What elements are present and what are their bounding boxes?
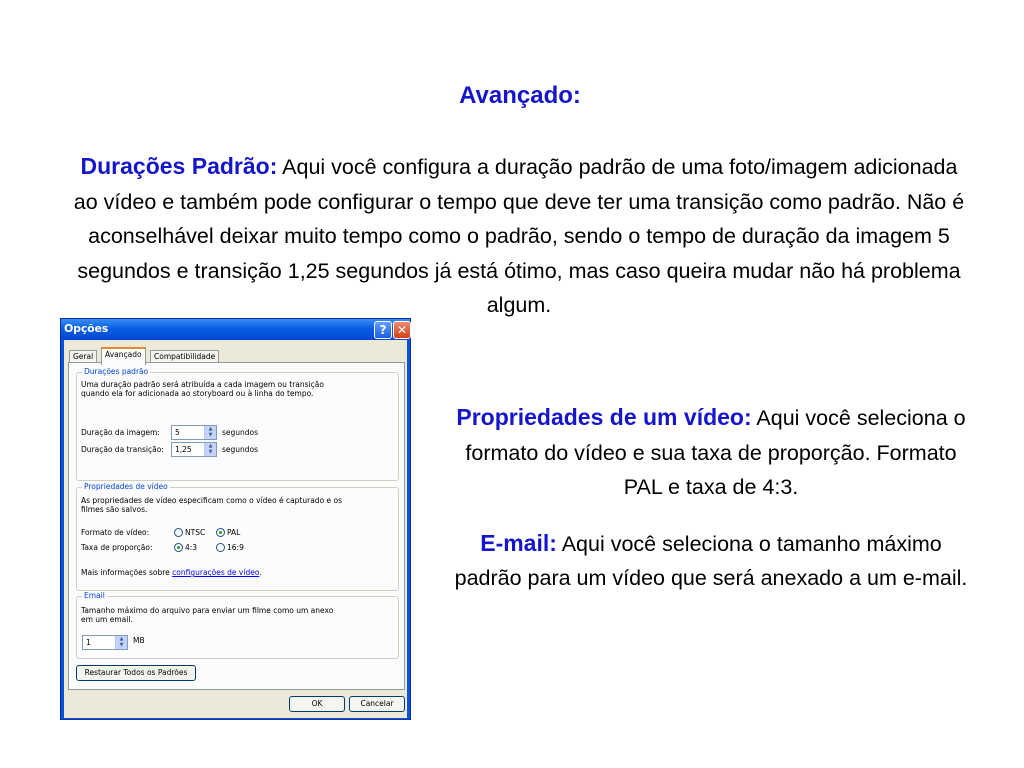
- dialog-client: [64, 340, 407, 718]
- group-description: Uma duração padrão será atribuída a cada imagem ou transição: [81, 380, 324, 389]
- group-description: em um email.: [81, 615, 133, 624]
- more-info-dot: .: [259, 568, 262, 577]
- ok-button[interactable]: OK: [289, 696, 345, 712]
- more-info-text: [81, 568, 262, 577]
- group-description: filmes são salvos.: [81, 505, 148, 514]
- transition-duration-value: 1,25: [175, 445, 192, 454]
- heading: Avançado:: [459, 82, 581, 109]
- dialog-titlebar[interactable]: [61, 319, 410, 340]
- tab-panel-avancado: [68, 362, 405, 690]
- spin-arrows-icon[interactable]: ▲ ▼: [204, 443, 216, 456]
- group-legend: Email: [84, 591, 105, 600]
- radio-pal[interactable]: [216, 528, 225, 537]
- aspect-ratio-label: Taxa de proporção:: [81, 543, 153, 552]
- group-propriedades: [76, 482, 399, 591]
- dialog-title: Opções: [64, 322, 109, 335]
- image-duration-value: 5: [175, 428, 180, 437]
- image-duration-stepper[interactable]: [171, 425, 217, 440]
- paragraph-lead: E-mail:: [480, 530, 557, 556]
- paragraph-duracoes: [66, 149, 972, 323]
- group-description: As propriedades de vídeo especificam como o vídeo é capturado e os: [81, 496, 343, 505]
- group-email: [76, 591, 399, 659]
- group-description: Tamanho máximo do arquivo para enviar um filme como um anexo: [81, 606, 334, 615]
- email-size-unit: MB: [133, 636, 145, 645]
- paragraph-text: Aqui você configura a duração padrão de uma foto/imagem adicionada ao vídeo e também pode configurar o tempo que deve ter uma transição como padrão. Não é aconselhável deixar muito tempo como o padrão, sendo o tempo de duração da imagem 5 segundos e transição 1,25 segundos já está ótimo, mas caso queira mudar não há problema algum.: [73, 155, 965, 317]
- radio-16-9[interactable]: [216, 543, 225, 552]
- video-settings-link[interactable]: configurações de vídeo: [172, 568, 260, 577]
- email-size-value: 1: [86, 638, 91, 647]
- paragraph-lead: Propriedades de um vídeo:: [456, 404, 752, 430]
- transition-duration-unit: segundos: [222, 445, 259, 454]
- video-format-label: Formato de vídeo:: [81, 528, 150, 537]
- image-duration-label: Duração da imagem:: [81, 428, 160, 437]
- radio-4-3[interactable]: [174, 543, 183, 552]
- transition-duration-label: Duração da transição:: [81, 445, 164, 454]
- paragraph-text: Aqui você seleciona o formato do vídeo e sua taxa de proporção. Formato PAL e taxa de 4:3.: [465, 406, 966, 499]
- cancel-button[interactable]: Cancelar: [349, 696, 405, 712]
- radio-ntsc-label: NTSC: [185, 528, 206, 537]
- email-size-stepper[interactable]: [82, 635, 128, 650]
- group-duracoes: [76, 367, 399, 481]
- radio-4-3-label: 4:3: [185, 543, 198, 552]
- more-info-prefix: Mais informações sobre: [81, 568, 173, 577]
- options-dialog: [60, 318, 411, 720]
- tab-compatibilidade[interactable]: Compatibilidade: [150, 350, 219, 363]
- tab-geral[interactable]: Geral: [69, 350, 97, 363]
- close-button[interactable]: ✕: [393, 321, 411, 339]
- group-description: quando ela for adicionada ao storyboard ou à linha do tempo.: [81, 389, 314, 398]
- group-legend: Durações padrão: [84, 367, 149, 376]
- paragraph-propriedades: [452, 400, 970, 505]
- image-duration-unit: segundos: [222, 428, 259, 437]
- paragraph-email: [452, 526, 970, 595]
- paragraph-lead: Durações Padrão:: [80, 153, 278, 179]
- paragraph-text: Aqui você seleciona o tamanho máximo padrão para um vídeo que será anexado a um e-mail.: [454, 532, 968, 590]
- radio-16-9-label: 16:9: [227, 543, 244, 552]
- help-button[interactable]: ?: [374, 321, 392, 339]
- spin-arrows-icon[interactable]: ▲ ▼: [115, 636, 127, 649]
- radio-ntsc[interactable]: [174, 528, 183, 537]
- group-legend: Propriedades de vídeo: [84, 482, 168, 491]
- radio-pal-label: PAL: [227, 528, 241, 537]
- transition-duration-stepper[interactable]: [171, 442, 217, 457]
- spin-arrows-icon[interactable]: ▲ ▼: [204, 426, 216, 439]
- tab-avancado[interactable]: Avançado: [101, 347, 146, 365]
- restore-defaults-button[interactable]: Restaurar Todos os Padrões: [76, 665, 196, 681]
